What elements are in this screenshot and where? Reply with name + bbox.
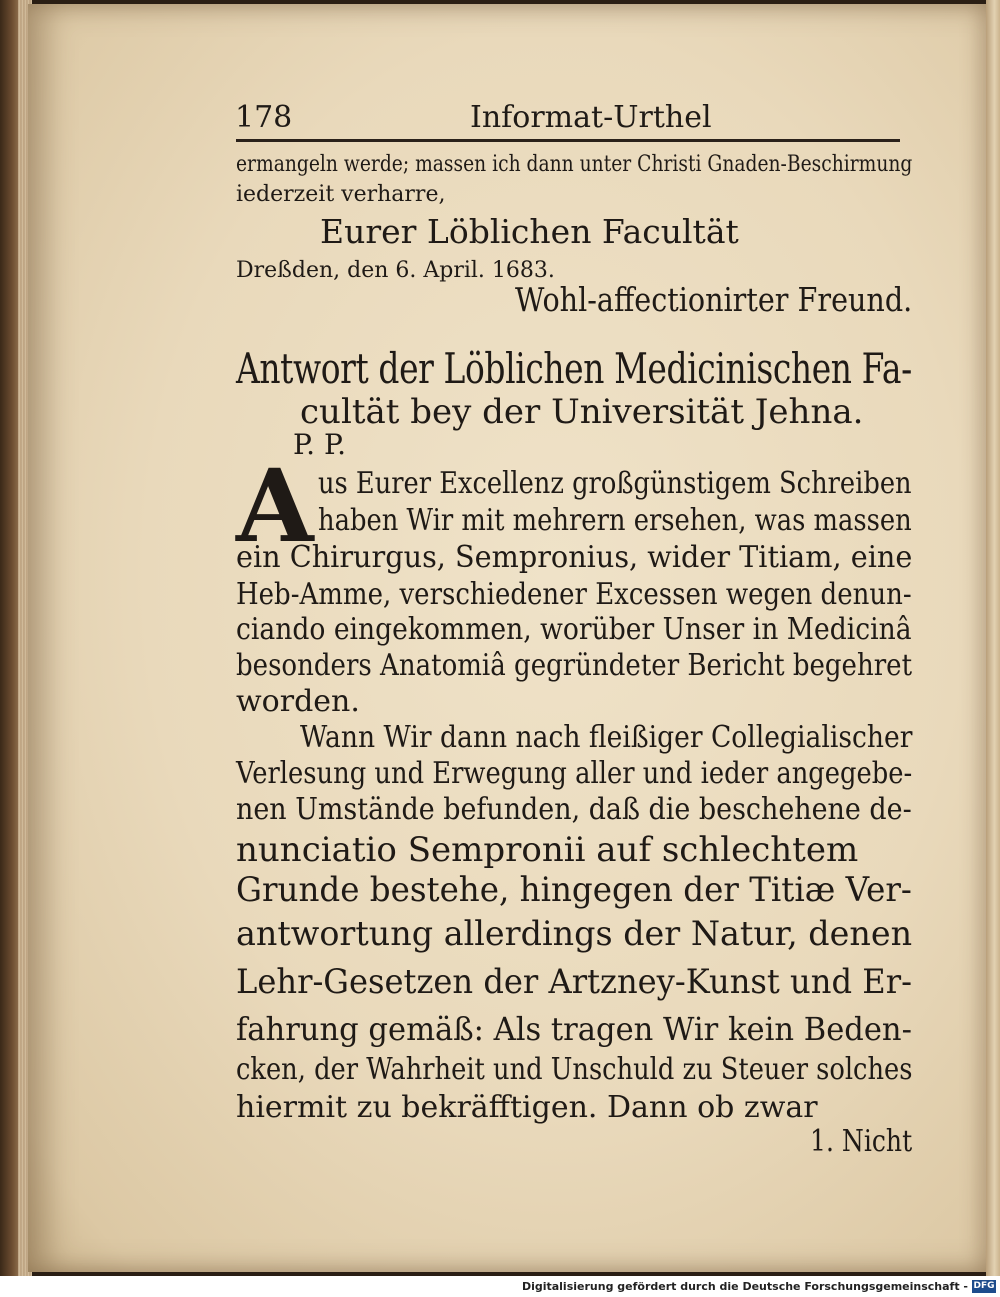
letter-line-1: ermangeln werde; massen ich dann unter Christi Gnaden-Beschirmung [236,152,913,177]
body-line: Grunde bestehe, hingegen der Titiæ Ver- [236,870,912,910]
body-line: ein Chirurgus, Sempronius, wider Titiam, eine [236,540,913,575]
body-line: nen Umstände befunden, daß die beschehene de- [236,792,912,827]
body-line: cken, der Wahrheit und Unschuld zu Steuer solches [236,1052,913,1087]
drop-cap: A [236,447,314,565]
body-line: Verlesung und Erwegung aller und ieder angegebe- [236,756,913,791]
body-line: worden. [236,684,360,719]
body-line: ciando eingekommen, worüber Unser in Medicinâ [236,612,912,647]
body-line: besonders Anatomiâ gegründeter Bericht begehret [236,648,913,683]
letter-signature: Wohl-affectionirter Freund. [515,280,913,319]
page-number: 178 [235,100,293,135]
body-line: antwortung allerdings der Natur, denen [236,914,913,954]
section-heading-line-1: Antwort der Löblichen Medicinischen Fa- [236,344,912,393]
facing-page-edge [986,0,1000,1276]
section-heading-line-2: cultät bey der Universität Jehna. [300,392,864,432]
footer-credit: Digitalisierung gefördert durch die Deutsche Forschungsgemeinschaft - [521,1280,968,1293]
body-line: Lehr-Gesetzen der Artzney-Kunst und Er- [236,962,912,1002]
body-line: fahrung gemäß: Als tragen Wir kein Beden- [236,1010,912,1048]
body-line: us Eurer Excellenz großgünstigem Schreiben [318,466,912,501]
dfg-logo: DFG [973,1281,995,1291]
letter-place-date: Dreßden, den 6. April. 1683. [236,258,555,283]
body-line: hiermit zu bekräfftigen. Dann ob zwar [236,1090,818,1125]
greeting: P. P. [293,428,347,461]
body-line: Wann Wir dann nach fleißiger Collegialischer [300,720,913,755]
letter-line-2: iederzeit verharre, [236,182,446,207]
body-line: nunciatio Sempronii auf schlechtem [236,830,859,870]
body-line: haben Wir mit mehrern ersehen, was massen [318,503,912,538]
header-rule [236,139,900,142]
letter-salutation: Eurer Löblichen Facultät [320,212,739,251]
body-line: Heb-Amme, verschiedener Excessen wegen denun- [236,577,912,612]
running-title: Informat-Urthel [470,100,712,135]
catchword: 1. Nicht [810,1124,913,1159]
